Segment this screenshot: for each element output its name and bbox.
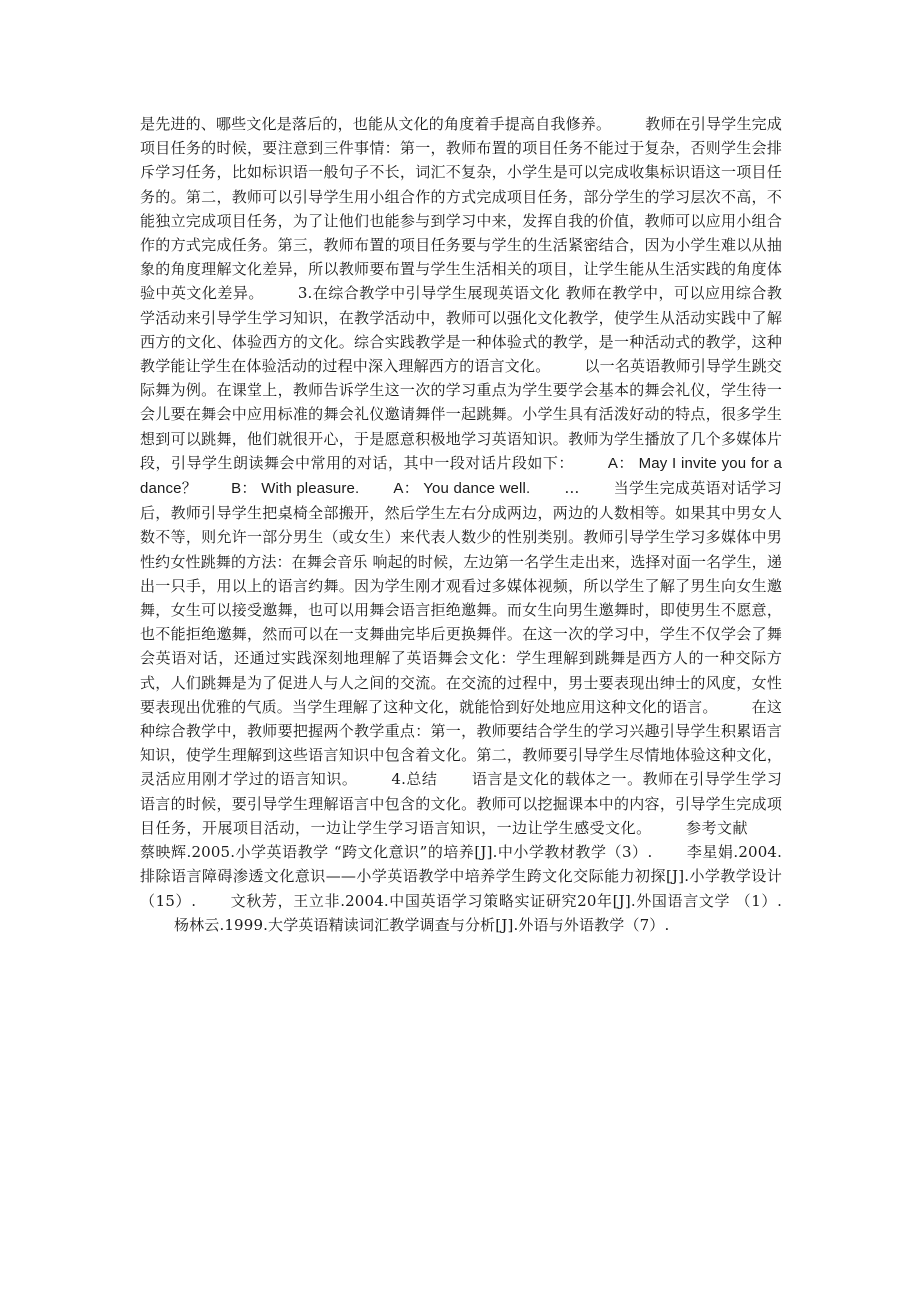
section-heading: 4.总结: [391, 770, 438, 789]
dialogue-line: A： May I invite you for a dance？: [140, 454, 782, 498]
document-body: [140, 112, 782, 937]
text-segment: 教师在教学中，可以应用综合教学活动来引导学生学习知识，在教学活动中，教师可以强化文化教学，使学生从活动实践中了解西方的文化、体验西方的文化。综合实践教学是一种体验式的教学，是一种活动式的教学，这种教学能让学生在体验活动的过程中深入理解西方的语言文化。: [140, 284, 783, 376]
reference-item: 李星娟.2004.排除语言障碍渗透文化意识——小学英语教学中培养学生跨文化交际能力初探[J].小学教学设计（15）.: [140, 843, 783, 910]
dialogue-line: B： With pleasure.: [231, 480, 360, 498]
text-segment: 语言是文化的载体之一。教师在引导学生学习语言的时候，要引导学生理解语言中包含的文化。教师可以挖掘课本中的内容，引导学生完成项目任务，开展项目活动，一边让学生学习语言知识，一边让学生感受文化。: [140, 770, 782, 837]
text-segment: 在这种综合教学中，教师要把握两个教学重点：第一，教师要结合学生的学习兴趣引导学生积累语言知识，使学生理解到这些语言知识中包含着文化。第二，教师要引导学生尽情地体验这种文化，灵活应用刚才学过的语言知识。: [140, 697, 782, 789]
text-segment: 以一名英语教师引导学生跳交际舞为例。在课堂上，教师告诉学生这一次的学习重点为学生要学会基本的舞会礼仪，学生待一会儿要在舞会中应用标准的舞会礼仪邀请舞伴一起跳舞。小学生具有活泼好动的特点，很多学生想到可以跳舞，他们就很开心，于是愿意积极地学习英语知识。教师为学生播放了几个多媒体片段，引导学生朗读舞会中常用的对话，其中一段对话片段如下：: [140, 357, 783, 472]
text-segment: 是先进的、哪些文化是落后的，也能从文化的角度着手提高自我修养。: [140, 115, 612, 133]
reference-item: 杨林云.1999.大学英语精读词汇教学调查与分析[J].外语与外语教学（7）.: [174, 915, 670, 934]
dialogue-line: A： You dance well.: [393, 480, 531, 498]
ellipsis: …: [564, 479, 580, 498]
reference-item: 文秋芳，王立非.2004.中国英语学习策略实证研究20年[J].外国语言文学 （1）.: [230, 891, 782, 910]
text-segment: 当学生完成英语对话学习后，教师引导学生把桌椅全部搬开，然后学生左右分成两边，两边的人数相等。如果其中男女人数不等，则允许一部分男生（或女生）来代表人数少的性别类别。教师引导学生学习多媒体中男性约女性跳舞的方法：在舞会音乐 响起的时候，左边第一名学生走出来，选择对面一名学生，递出一只手，用以上的语言约舞。因为学生刚才观看过多媒体视频，所以学生了解了男生向女生邀舞，女生可以接受邀舞，也可以用舞会语言拒绝邀舞。而女生向男生邀舞时，即使男生不愿意，也不能拒绝邀舞，然而可以在一支舞曲完毕后更换舞伴。在这一次的学习中，学生不仅学会了舞会英语对话，还通过实践深刻地理解了英语舞会文化：学生理解到跳舞是西方人的一种交际方式，人们跳舞是为了促进人与人之间的交流。在交流的过程中，男士要表现出绅士的风度，女性要表现出优雅的气质。当学生理解了这种文化，就能恰到好处地应用这种文化的语言。: [140, 479, 782, 716]
section-heading: 3.在综合教学中引导学生展现英语文化: [297, 284, 561, 303]
text-segment: 教师在引导学生完成项目任务的时候，要注意到三件事情：第一，教师布置的项目任务不能过于复杂，否则学生会排斥学习任务，比如标识语一般句子不长，词汇不复杂，小学生是可以完成收集标识语这一项目任务的。第二，教师可以引导学生用小组合作的方式完成项目任务，部分学生的学习层次不高，不能独立完成项目任务，为了让他们也能参与到学习中来，发挥自我的价值，教师可以应用小组合作的方式完成任务。第三，教师布置的项目任务要与学生的生活紧密结合，因为小学生难以从抽象的角度理解文化差异，所以教师要布置与学生生活相关的项目，让学生能从生活实践的角度体验中英文化差异。: [140, 115, 783, 303]
references-heading: 参考文献: [685, 818, 748, 837]
reference-item: 蔡映辉.2005.小学英语教学 “跨文化意识”的培养[J].中小学教材教学（3）.: [140, 843, 653, 862]
